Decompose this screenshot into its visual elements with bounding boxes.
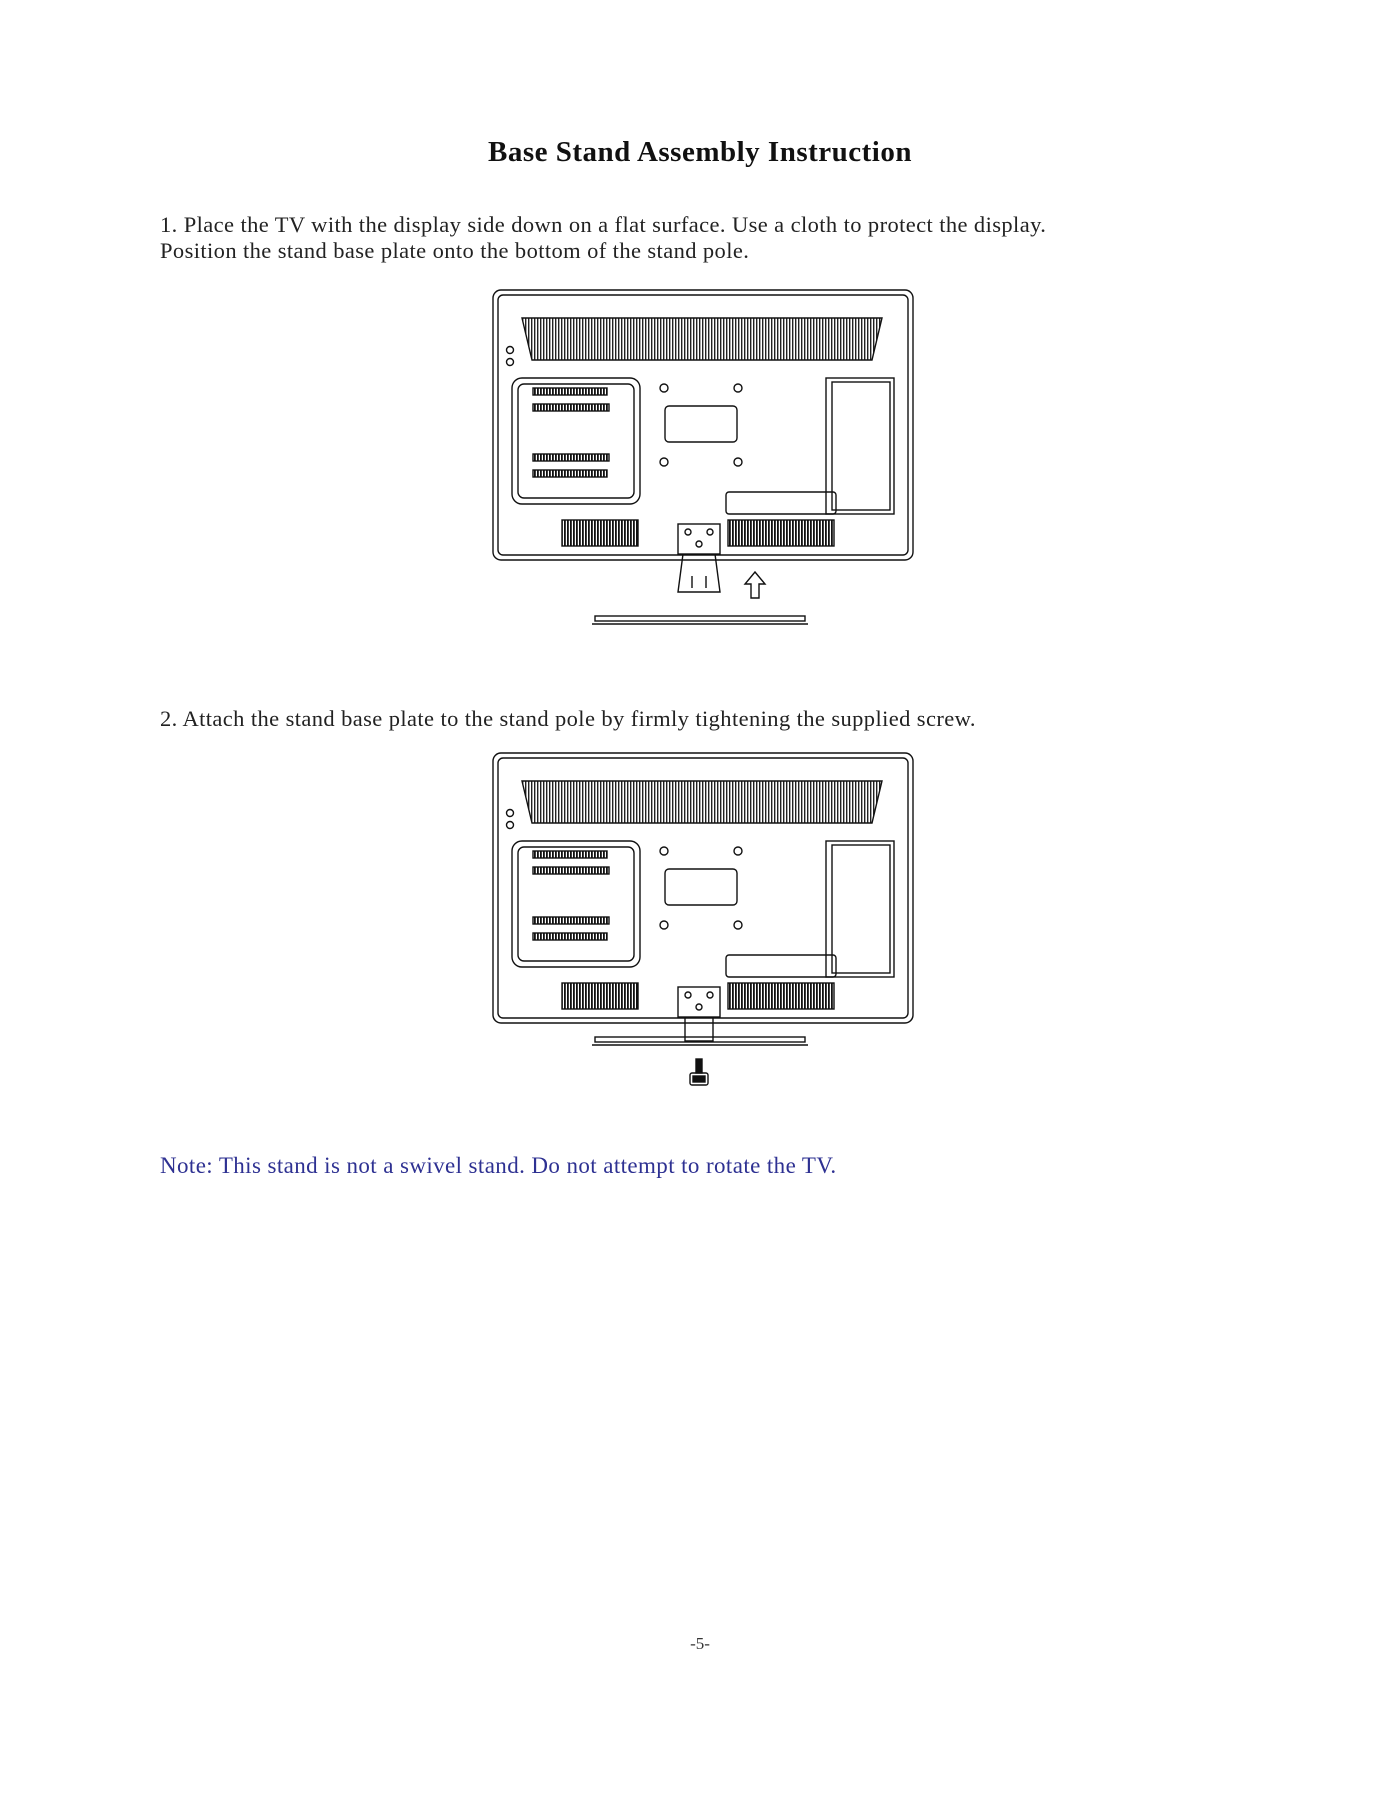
- step-2-text: 2. Attach the stand base plate to the stand pole by firmly tightening the supplied screw.: [160, 706, 976, 731]
- tv-back-with-base-plate-arrow-icon: [480, 282, 920, 632]
- step-1-text: [160, 212, 1046, 264]
- page-title: Base Stand Assembly Instruction: [488, 136, 912, 168]
- tv-back-with-screw-icon: [480, 745, 920, 1095]
- note-text: Note: This stand is not a swivel stand. Do not attempt to rotate the TV.: [160, 1153, 837, 1178]
- step-1-line-2: Position the stand base plate onto the bottom of the stand pole.: [160, 238, 750, 263]
- page-number: -5-: [690, 1634, 710, 1653]
- step-1-line-1: 1. Place the TV with the display side down on a flat surface. Use a cloth to protect the display.: [160, 212, 1047, 237]
